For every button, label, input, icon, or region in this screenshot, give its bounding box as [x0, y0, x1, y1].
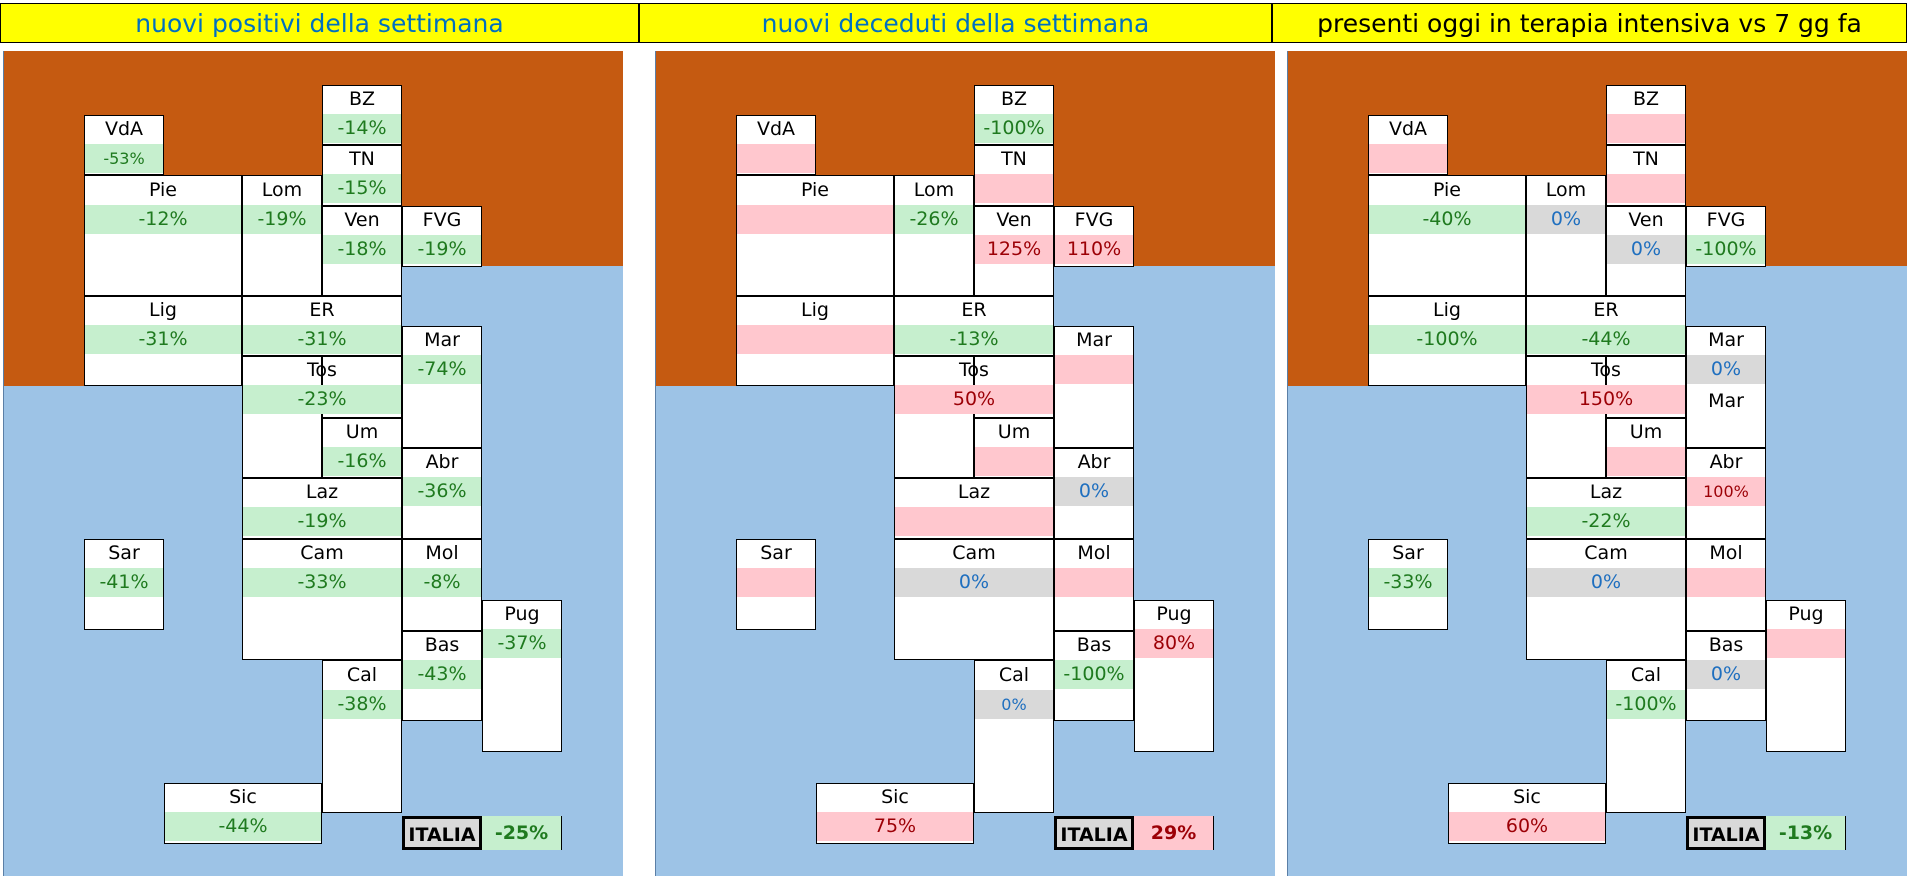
region-value-abr: 0% [1055, 477, 1133, 506]
panel-nuovi-deceduti [655, 51, 1275, 876]
region-value-um [975, 447, 1053, 476]
region-label-bz: BZ [1632, 88, 1660, 110]
region-label-sar: Sar [108, 542, 140, 564]
region-label-mol: Mol [1709, 542, 1743, 564]
region-value-pie: -40% [1369, 205, 1525, 234]
region-value-cam: -33% [243, 568, 401, 597]
region-value-bas: 0% [1687, 660, 1765, 689]
region-value-laz: -22% [1527, 507, 1685, 536]
region-value-bz [1607, 114, 1685, 143]
region-label-lig: Lig [801, 299, 829, 321]
region-value-laz [895, 507, 1053, 536]
region-value-pug: 80% [1135, 629, 1213, 658]
region-value-sic: 60% [1449, 812, 1605, 841]
region-label-sic: Sic [229, 786, 257, 808]
region-label-vda: VdA [756, 118, 796, 140]
region-value-er: -13% [895, 325, 1053, 354]
region-value-tn [975, 174, 1053, 203]
region-value-ven: 125% [975, 235, 1053, 264]
region-label-laz: Laz [305, 481, 339, 503]
region-value-cam: 0% [895, 568, 1053, 597]
region-value-pie: -12% [85, 205, 241, 234]
region-value-vda: -53% [85, 144, 163, 173]
region-value-sar: -33% [1369, 568, 1447, 597]
region-value-lig: -100% [1369, 325, 1525, 354]
region-value-abr: 100% [1687, 477, 1765, 506]
region-value-lig [737, 325, 893, 354]
panel-terapia-intensiva [1287, 51, 1907, 876]
region-label-laz: Laz [957, 481, 991, 503]
region-label-fvg: FVG [422, 209, 462, 231]
region-label-tn: TN [349, 148, 375, 170]
region-value-bas: -100% [1055, 660, 1133, 689]
region-value-bz: -100% [975, 114, 1053, 143]
region-label-bz: BZ [1000, 88, 1028, 110]
region-value-mol [1055, 568, 1133, 597]
region-label-um: Um [997, 421, 1031, 443]
region-label-abr: Abr [425, 451, 459, 473]
italia-label: ITALIA [1054, 816, 1134, 850]
region-label-fvg: FVG [1706, 209, 1746, 231]
region-label-tn: TN [1001, 148, 1027, 170]
region-value-pug: -37% [483, 629, 561, 658]
region-label-sic: Sic [1513, 786, 1541, 808]
region-label-tos: Tos [959, 359, 989, 381]
region-label-cal: Cal [1630, 664, 1662, 686]
region-value-er: -31% [243, 325, 401, 354]
region-value-tos: 150% [1527, 385, 1685, 414]
region-label-ven: Ven [1628, 209, 1664, 231]
region-value-ven: -18% [323, 235, 401, 264]
header-terapia-intensiva: presenti oggi in terapia intensiva vs 7 gg fa [1272, 3, 1907, 43]
region-label-abr: Abr [1077, 451, 1111, 473]
region-value-mol [1687, 568, 1765, 597]
region-value-cam: 0% [1527, 568, 1685, 597]
panel-separator [619, 51, 655, 876]
region-value-mar [1055, 355, 1133, 384]
region-value-pie [737, 205, 893, 234]
region-label-tos: Tos [307, 359, 337, 381]
region-label-um: Um [345, 421, 379, 443]
region-label-mar-secondary: Mar [1708, 390, 1744, 412]
region-label-um: Um [1629, 421, 1663, 443]
region-label-cam: Cam [300, 542, 344, 564]
region-label-lig: Lig [1433, 299, 1461, 321]
panel-nuovi-positivi [3, 51, 623, 876]
region-label-cal: Cal [998, 664, 1030, 686]
region-label-er: ER [1593, 299, 1619, 321]
region-value-lom: -19% [243, 205, 321, 234]
region-value-cal: -100% [1607, 690, 1685, 719]
region-label-bas: Bas [1076, 634, 1112, 656]
region-label-cal: Cal [346, 664, 378, 686]
region-value-pug [1767, 629, 1845, 658]
region-value-cal: 0% [975, 690, 1053, 719]
region-label-vda: VdA [104, 118, 144, 140]
region-value-cal: -38% [323, 690, 401, 719]
region-value-lig: -31% [85, 325, 241, 354]
region-label-mol: Mol [425, 542, 459, 564]
region-value-sic: -44% [165, 812, 321, 841]
region-label-ven: Ven [996, 209, 1032, 231]
region-label-bas: Bas [424, 634, 460, 656]
region-label-pug: Pug [1788, 603, 1824, 625]
region-label-cam: Cam [1584, 542, 1628, 564]
region-value-sic: 75% [817, 812, 973, 841]
region-label-lig: Lig [149, 299, 177, 321]
region-label-sar: Sar [760, 542, 792, 564]
region-value-laz: -19% [243, 507, 401, 536]
region-value-bz: -14% [323, 114, 401, 143]
region-value-mar: -74% [403, 355, 481, 384]
italia-value: -25% [482, 816, 562, 850]
region-label-ven: Ven [344, 209, 380, 231]
region-value-lom: -26% [895, 205, 973, 234]
region-value-lom: 0% [1527, 205, 1605, 234]
region-value-um [1607, 447, 1685, 476]
region-label-sar: Sar [1392, 542, 1424, 564]
region-label-cam: Cam [952, 542, 996, 564]
italia-label: ITALIA [402, 816, 482, 850]
region-label-fvg: FVG [1074, 209, 1114, 231]
region-value-ven: 0% [1607, 235, 1685, 264]
region-value-fvg: 110% [1055, 235, 1133, 264]
italia-value: -13% [1766, 816, 1846, 850]
region-label-bz: BZ [348, 88, 376, 110]
region-label-pie: Pie [1432, 179, 1461, 201]
region-value-sar: -41% [85, 568, 163, 597]
region-label-mar: Mar [424, 329, 460, 351]
region-label-mar: Mar [1076, 329, 1112, 351]
region-value-mol: -8% [403, 568, 481, 597]
region-label-tn: TN [1633, 148, 1659, 170]
region-label-mol: Mol [1077, 542, 1111, 564]
region-value-vda [1369, 144, 1447, 173]
region-value-fvg: -100% [1687, 235, 1765, 264]
region-value-er: -44% [1527, 325, 1685, 354]
italia-value: 29% [1134, 816, 1214, 850]
region-value-tos: 50% [895, 385, 1053, 414]
region-value-abr: -36% [403, 477, 481, 506]
region-label-pug: Pug [1156, 603, 1192, 625]
region-value-mar: 0% [1687, 355, 1765, 384]
region-label-er: ER [961, 299, 987, 321]
region-label-lom: Lom [261, 179, 303, 201]
region-value-tos: -23% [243, 385, 401, 414]
italia-label: ITALIA [1686, 816, 1766, 850]
region-label-bas: Bas [1708, 634, 1744, 656]
region-label-vda: VdA [1388, 118, 1428, 140]
region-label-laz: Laz [1589, 481, 1623, 503]
region-label-pie: Pie [800, 179, 829, 201]
region-label-abr: Abr [1709, 451, 1743, 473]
region-label-tos: Tos [1591, 359, 1621, 381]
region-label-pug: Pug [504, 603, 540, 625]
header-positivi: nuovi positivi della settimana [0, 3, 639, 43]
region-value-bas: -43% [403, 660, 481, 689]
region-value-vda [737, 144, 815, 173]
region-label-er: ER [309, 299, 335, 321]
region-value-fvg: -19% [403, 235, 481, 264]
region-label-lom: Lom [913, 179, 955, 201]
region-label-sic: Sic [881, 786, 909, 808]
region-label-lom: Lom [1545, 179, 1587, 201]
region-value-tn: -15% [323, 174, 401, 203]
header-deceduti: nuovi deceduti della settimana [639, 3, 1272, 43]
region-label-mar: Mar [1708, 329, 1744, 351]
region-value-um: -16% [323, 447, 401, 476]
region-value-tn [1607, 174, 1685, 203]
region-value-sar [737, 568, 815, 597]
region-label-pie: Pie [148, 179, 177, 201]
